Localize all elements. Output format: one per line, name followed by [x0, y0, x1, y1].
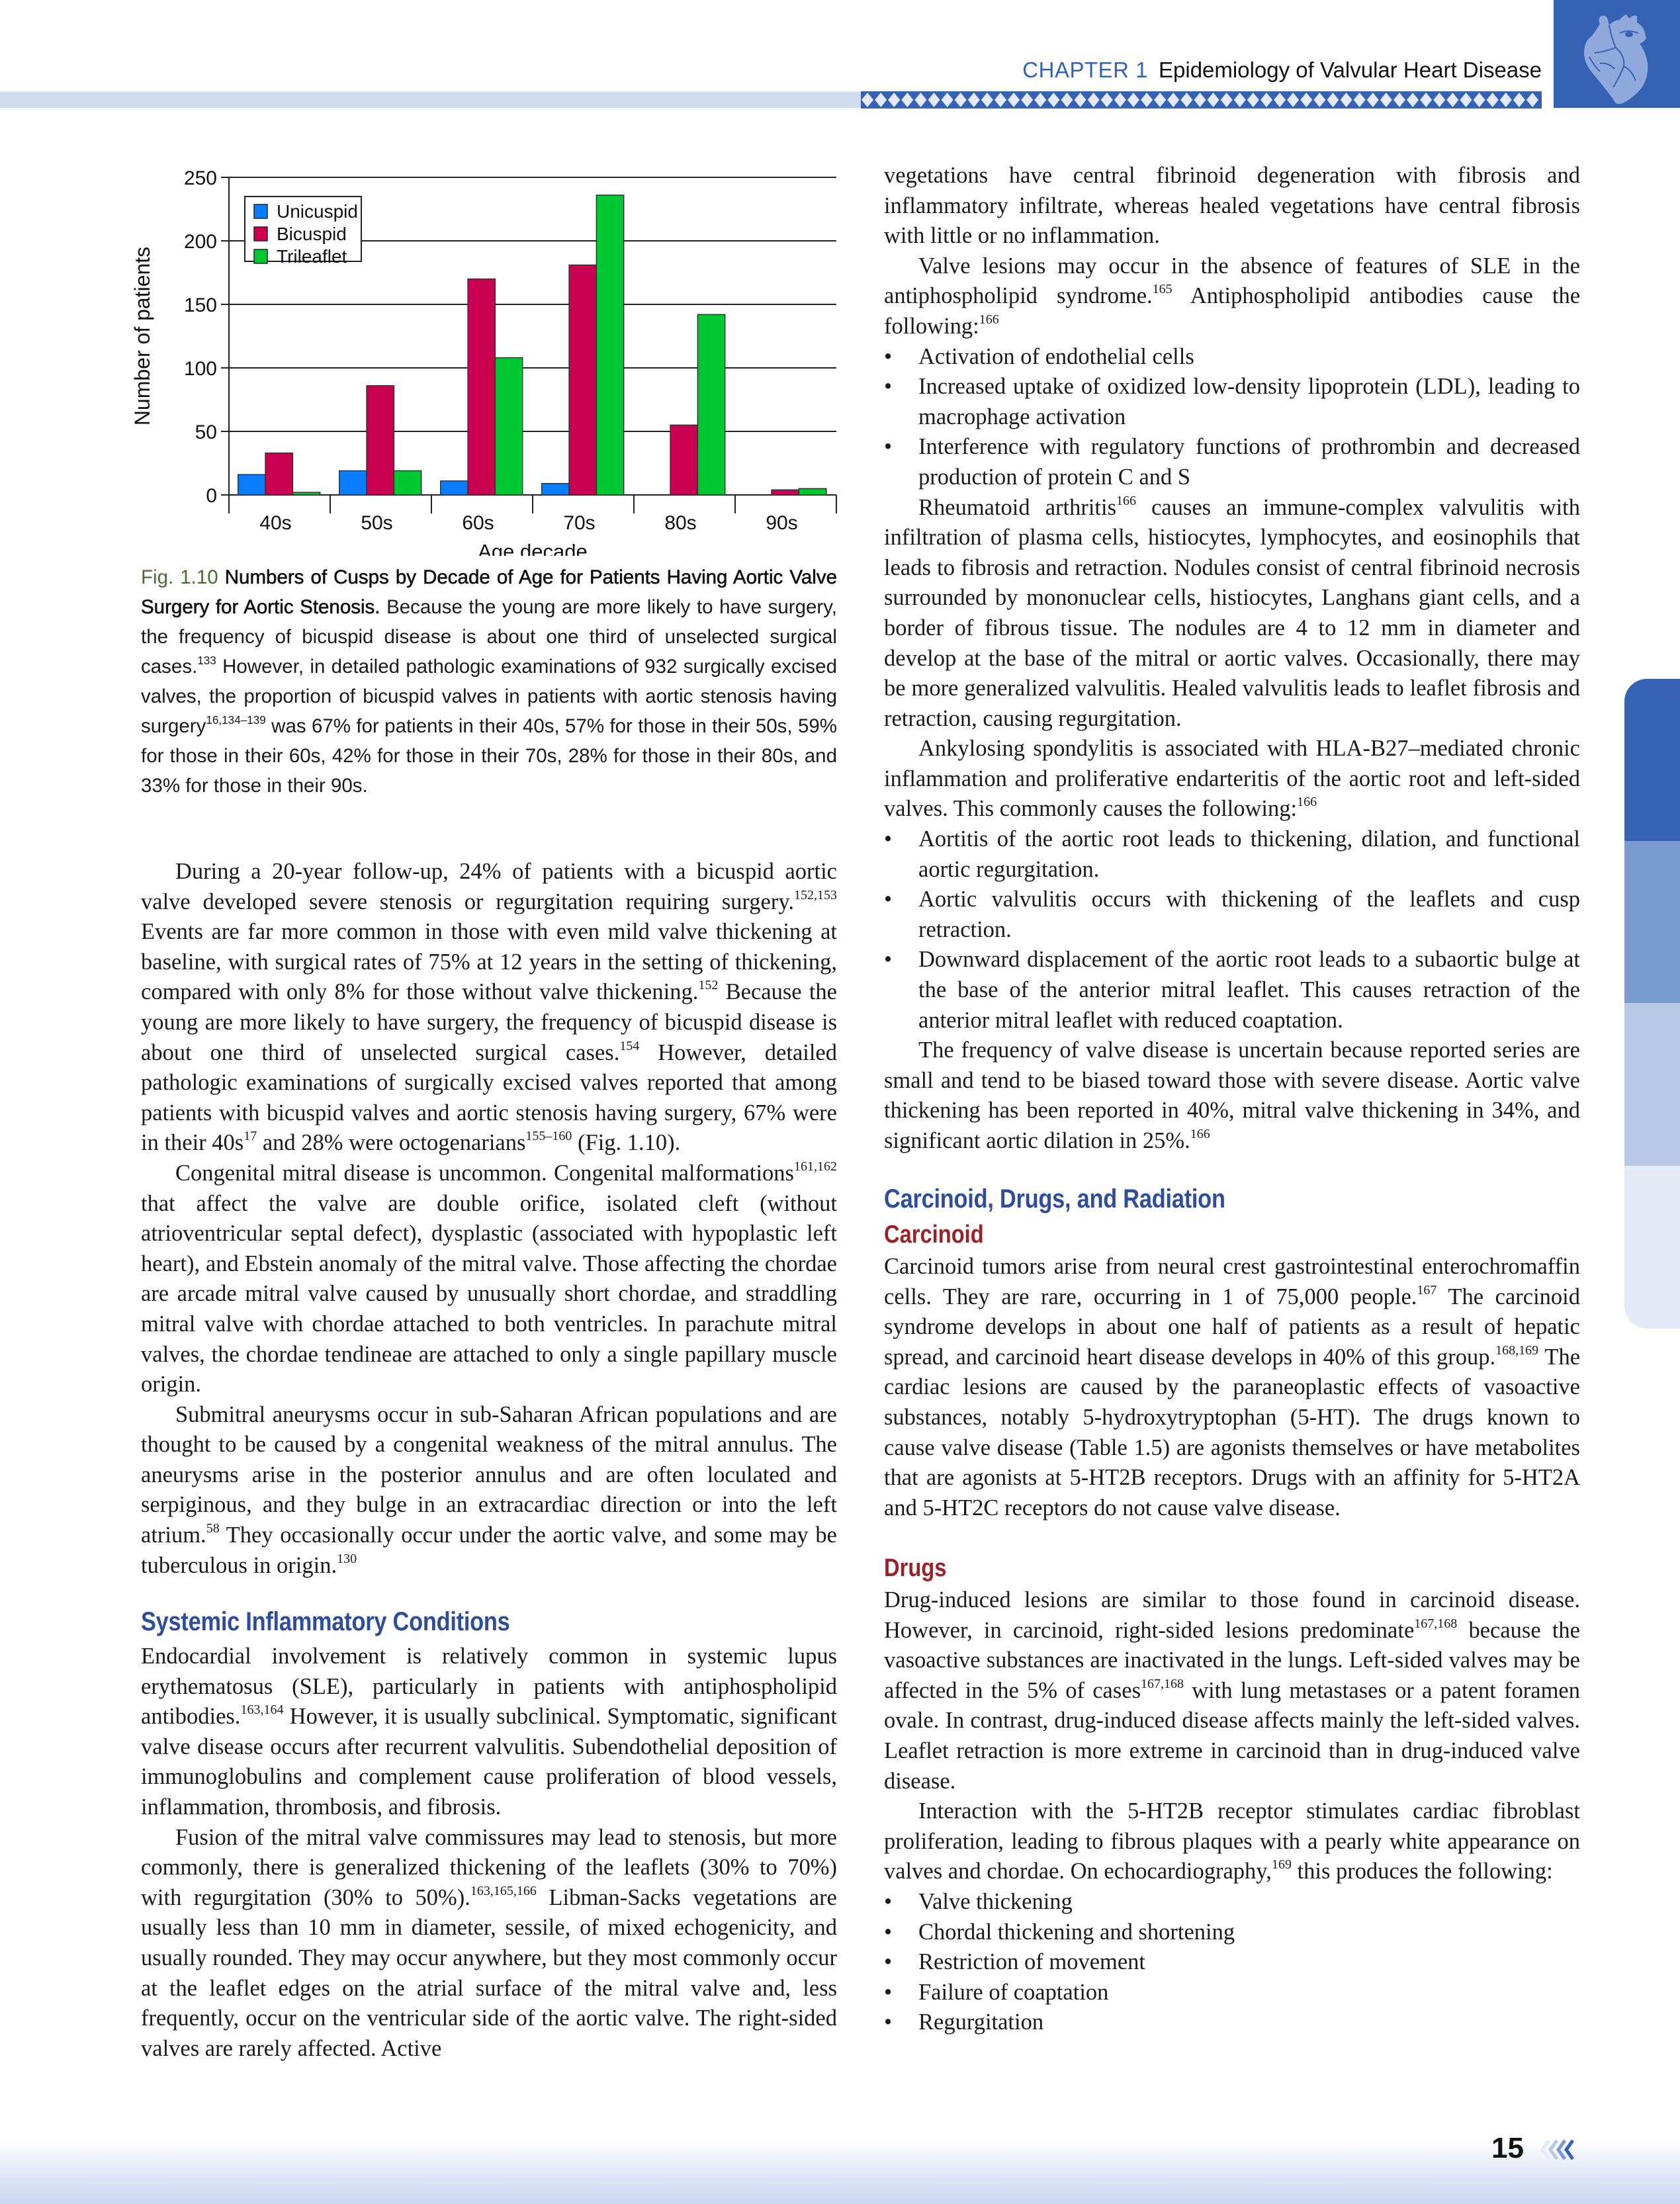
page-number: 15 — [1491, 2132, 1524, 2164]
reference: 152,153 — [794, 887, 837, 903]
list-item: • Chordal thickening and shortening — [884, 1917, 1580, 1948]
right-column-body-3 — [884, 1585, 1580, 2038]
header-diamond-pattern — [861, 91, 1542, 109]
left-column-body-2 — [141, 1642, 837, 2064]
chevrons-left-icon — [1540, 2139, 1581, 2164]
reference: 166 — [1297, 795, 1317, 810]
reference: 167,168 — [1141, 1676, 1184, 1691]
right-column-body — [884, 161, 1580, 1157]
paragraph: Ankylosing spondylitis is associated with HLA-B27–mediated chronic inflammation and proliferative endarteritis of the aortic root and left-sided valves. This commonly causes the following:$^{166}$ — [884, 736, 1580, 822]
svg-text:50: 50 — [195, 421, 217, 443]
side-tab-3 — [1624, 1003, 1680, 1166]
chapter-label: CHAPTER 1 — [1022, 58, 1148, 82]
bullet-list — [884, 824, 1580, 1036]
list-item: • Increased uptake of oxidized low-density lipoprotein (LDL), leading to macrophage activation — [884, 372, 1580, 432]
reference: 155–160 — [525, 1129, 572, 1144]
svg-text:0: 0 — [206, 485, 217, 507]
paragraph: During a 20-year follow-up, 24% of patients with a bicuspid aortic valve developed severe stenosis or regurgitation requiring surgery.$^{152,153}$ Events are far more common in those with even mild valve thickening at baseline, with surgical rates of 75% at 12 years in the setting of thickening, compared with only 8% for those without valve thickening.$^{152}$ Because the young are more likely to have surgery, the frequency of bicuspid disease is about one third of unselected surgical cases.$^{154}$ However, detailed pathologic examinations of surgically excised valves reported that among patients with bicuspid valves and aortic stenosis having surgery, 67% were in their $40s^{17}$ and 28% were octogenarians$^{155-160}$ (Fig. 1.10). — [141, 859, 837, 1156]
list-item: • Aortic valvulitis occurs with thickening of the leaflets and cusp retraction. — [884, 885, 1580, 945]
footer-band — [0, 2140, 1680, 2204]
paragraph: The frequency of valve disease is uncertain because reported series are small and tend to be biased toward those with severe disease. Aortic valve thickening has been reported in 40%, mitral valve thickening in 34%, and significant aortic dilation in 25%.$^{166}$ — [884, 1037, 1580, 1153]
reference: 169 — [1271, 1857, 1292, 1873]
header-band — [0, 91, 861, 108]
paragraph: Endocardial involvement is relatively common in systemic lupus erythematosus (SLE), particularly in patients with antiphospholipid antibodies.$^{163,164}$ However, it is usually subclinical. Symptomatic, significant valve disease occurs after recurrent valvulitis. Subendothelial deposition of immunoglobulins and complement cause proliferation of blood vessels, inflammation, thrombosis, and fibrosis. — [141, 1644, 837, 1820]
reference: 130 — [337, 1551, 357, 1566]
section-heading: Systemic Inflammatory Conditions — [141, 1607, 510, 1636]
reference: 16,134–139 — [206, 714, 266, 727]
reference: 166 — [1190, 1127, 1210, 1141]
side-tab-4 — [1624, 1166, 1680, 1329]
paragraph: Fusion of the mitral valve commissures may lead to stenosis, but more commonly, there is generalized thickening of the leaflets (30% to 70%) with regurgitation (30% to 50%).$^{163,165,166}$ Libman-Sacks vegetations are usually less than 10 mm in diameter, sessile, of mixed echogenicity, and usually rounded. They may occur anywhere, but they most commonly occur at the leaflet edges on the atrial surface of the mitral valve and, less frequently, occur on the ventricular side of the aortic valve. The right-sided valves are rarely affected. Active — [141, 1824, 837, 2061]
list-item: • Aortitis of the aortic root leads to thickening, dilation, and functional aortic regurgitation. — [884, 824, 1580, 885]
running-header — [1022, 57, 1542, 83]
svg-text:70s: 70s — [563, 512, 596, 534]
svg-text:80s: 80s — [664, 512, 697, 534]
paragraph: vegetations have central fibrinoid degeneration with fibrosis and inflammatory infiltrate, whereas healed vegetations have central fibrosis with little or no inflammation. — [884, 163, 1580, 249]
reference: 166 — [1116, 493, 1137, 508]
figure-title: Numbers of Cusps by Decade of Age for Patients Having Aortic Valve Surgery for Aortic Stenosis. — [141, 566, 837, 618]
bullet-list — [884, 342, 1580, 493]
list-item: • Activation of endothelial cells — [884, 342, 1580, 373]
svg-text:Unicuspid: Unicuspid — [277, 201, 358, 222]
chapter-title: Epidemiology of Valvular Heart Disease — [1159, 58, 1542, 82]
reference: 168,169 — [1495, 1343, 1539, 1358]
right-column-body-2 — [884, 1252, 1580, 1523]
paragraph: Rheumatoid arthritis$^{166}$ causes an immune-complex valvulitis with infiltration of plasma cells, histiocytes, lymphocytes, and eosinophils that leads to fibrosis and retraction. Nodules consist of central fibrinoid necrosis surrounded by mononuclear cells, histiocytes, Langhans giant cells, and a border of fibrous tissue. The nodules are 4 to 12 mm in diameter and develop at the base of the mitral or aortic valves. Occasionally, there may be more generalized valvulitis. Healed valvulitis leads to leaflet fibrosis and retraction, causing regurgitation. — [884, 493, 1580, 731]
side-tab-1 — [1624, 679, 1680, 841]
reference: 167,168 — [1414, 1616, 1458, 1631]
bar-chart — [130, 159, 851, 556]
reference: 163,165,166 — [470, 1883, 537, 1898]
left-column-body — [141, 857, 837, 1581]
list-item: • Failure of coaptation — [884, 1978, 1580, 2008]
svg-text:Bicuspid: Bicuspid — [277, 224, 347, 244]
svg-text:Age decade: Age decade — [478, 540, 588, 556]
svg-text:Number of patients: Number of patients — [130, 246, 154, 426]
subsection-heading: Drugs — [884, 1554, 947, 1582]
side-tab-2 — [1624, 841, 1680, 1003]
paragraph: Carcinoid tumors arise from neural crest gastrointestinal enterochromaffin cells. They are rare, occurring in 1 of 75,000 people.$^{167}$ The carcinoid syndrome develops in about one half of patients as a result of hepatic spread, and carcinoid heart disease develops in 40% of this group.$^{168,169}$ The cardiac lesions are caused by the paraneoplastic effects of vasoactive substances, notably 5-hydroxytryptophan (5-HT). The drugs known to cause valve disease (Table 1.5) are agonists themselves or have metabolites that are agonists at 5-HT2B receptors. Drugs with an affinity for 5-HT2A and 5-HT2C receptors do not cause valve disease. — [884, 1254, 1581, 1521]
paragraph: Valve lesions may occur in the absence of features of SLE in the antiphospholipid syndrome.$^{165}$ Antiphospholipid antibodies cause the following:$^{166}$ — [884, 253, 1581, 339]
reference: 17 — [243, 1129, 257, 1144]
list-item: • Interference with regulatory functions of prothrombin and decreased production of protein C and S — [884, 432, 1580, 492]
chapter-icon-box — [1554, 0, 1680, 108]
paragraph: Congenital mitral disease is uncommon. Congenital malformations$^{161,162}$ that affect the valve are double orifice, isolated cleft (without atrioventricular septal defect), dysplastic (associated with hypoplastic left heart), and Ebstein anomaly of the mitral valve. Those affecting the chordae are arcade mitral valve caused by unusually short chordae, and straddling mitral valve with chordae attached to both ventricles. In parachute mitral valves, the chordae tendineae are attached to only a single papillary muscle origin. — [141, 1159, 837, 1397]
svg-text:60s: 60s — [462, 512, 494, 534]
svg-text:50s: 50s — [361, 512, 393, 534]
bullet-list — [884, 1887, 1580, 2038]
svg-text:90s: 90s — [766, 512, 798, 534]
caption-text: However, in detailed pathologic examinations of 932 surgically excised valves, the proportion of bicuspid valves in patients with aortic stenosis having surgery — [141, 656, 837, 737]
bar-chart-figure — [130, 159, 851, 556]
reference: 154 — [619, 1038, 640, 1053]
caption-text: Because the young are more likely to have surgery, the frequency of bicuspid disease is about one third of unselected surgical cases. — [141, 596, 838, 678]
paragraph: Submitral aneurysms occur in sub-Saharan African populations and are thought to be caused by a congenital weakness of the mitral annulus. The aneurysms arise in the posterior annulus and are often loculated and serpiginous, and they bulge in an extracardiac direction or into the left atrium.$^{58}$ They occasionally occur under the aortic valve, and some may be tuberculous in origin.$^{130}$ — [141, 1401, 837, 1578]
list-item: • Restriction of movement — [884, 1947, 1580, 1978]
svg-text:100: 100 — [183, 358, 217, 380]
section-heading: Carcinoid, Drugs, and Radiation — [884, 1184, 1225, 1213]
subsection-heading: Carcinoid — [884, 1221, 984, 1249]
reference: 152 — [698, 978, 719, 993]
reference: 58 — [206, 1521, 220, 1536]
list-item: • Downward displacement of the aortic root leads to a subaortic bulge at the base of the anterior mitral leaflet. This causes retraction of the anterior mitral leaflet with reduced coaptation. — [884, 945, 1580, 1036]
list-item: • Regurgitation — [884, 2007, 1580, 2038]
paragraph: Interaction with the 5-HT2B receptor stimulates cardiac fibroblast proliferation, leading to fibrous plaques with a pearly white appearance on valves and chordae. On echocardiography,$^{169}$ this produces the following: — [884, 1798, 1580, 1884]
reference: 167 — [1417, 1282, 1437, 1298]
svg-text:250: 250 — [183, 167, 217, 189]
paragraph: Drug-induced lesions are similar to those found in carcinoid disease. However, in carcinoid, right-sided lesions predominate$^{167,168}$ because the vasoactive substances are inactivated in the lungs. Left-sided valves may be affected in the 5% of cases$^{167,168}$ with lung metastases or a patent foramen ovale. In contrast, drug-induced disease affects mainly the left-sided valves. Leaflet retraction is more extreme in carcinoid than in drug-induced valve disease. — [884, 1587, 1580, 1794]
reference: 163,164 — [240, 1702, 284, 1718]
reference: 133 — [197, 654, 216, 668]
list-item: • Valve thickening — [884, 1887, 1580, 1917]
reference: 166 — [979, 312, 999, 327]
reference: 165 — [1152, 282, 1172, 297]
reference: 161,162 — [794, 1159, 837, 1174]
caption-text: was 67% for patients in their 40s, 57% for those in their 50s, 59% for those in their 60s, 42% for those in their 70s, 28% for those in their 80s, and 33% for those in their 90s. — [141, 715, 837, 797]
heart-anatomy-icon — [1554, 0, 1680, 108]
figure-label: Fig. 1.10 — [141, 566, 218, 588]
svg-text:200: 200 — [183, 231, 217, 253]
figure-caption — [141, 562, 837, 801]
svg-text:150: 150 — [183, 294, 217, 316]
svg-text:Trileaflet: Trileaflet — [277, 246, 347, 267]
svg-text:40s: 40s — [259, 512, 292, 534]
